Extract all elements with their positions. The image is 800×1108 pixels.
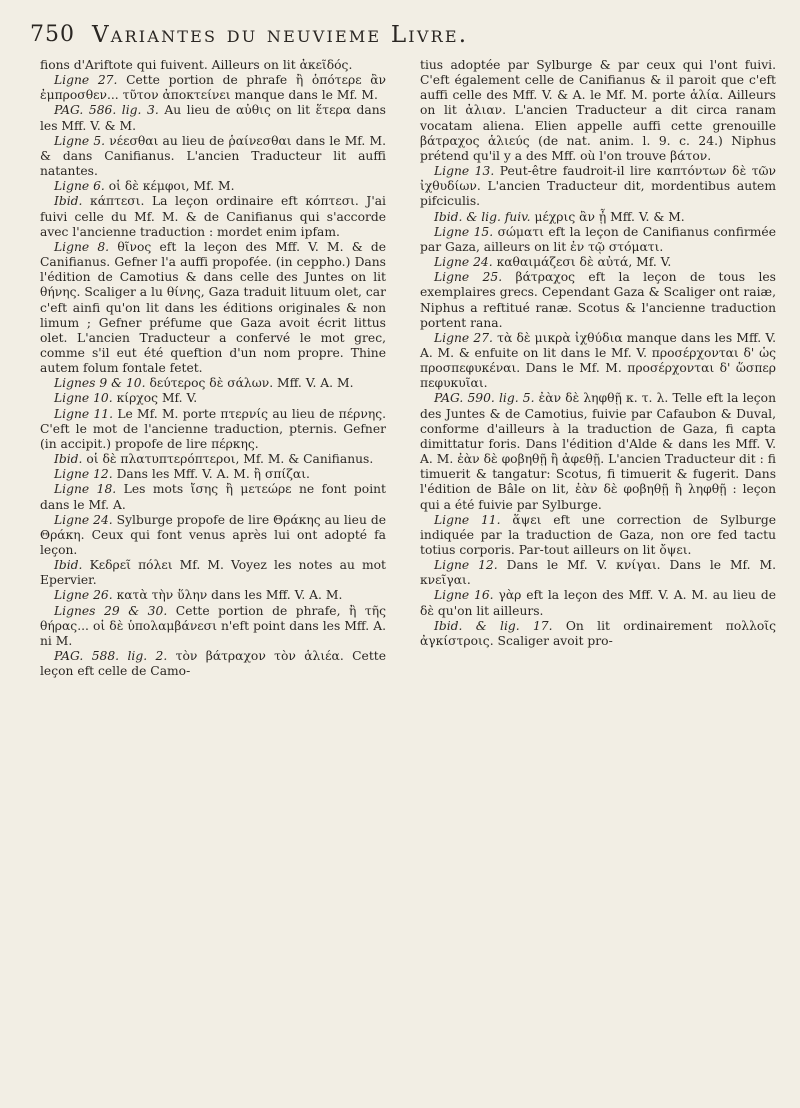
note-reference: Ligne 8. bbox=[54, 239, 110, 254]
note-reference: Ligne 5. bbox=[54, 133, 106, 148]
note-text: Sylburge propofe de lire Θράκης au lieu de Θράκη. Ceux qui font venus après lui ont adopté fa leçon. bbox=[40, 512, 386, 557]
note-text: τὸν βάτραχον τὸν ἁλιέα. Cette leçon eft celle de Camo- bbox=[40, 649, 386, 679]
note-reference: Ligne 6. bbox=[54, 179, 105, 194]
note-paragraph bbox=[40, 467, 386, 482]
note-reference: Ligne 13. bbox=[434, 164, 495, 179]
note-paragraph bbox=[420, 58, 776, 164]
note-reference: Ligne 26. bbox=[54, 588, 113, 603]
note-reference: PAG. 588. lig. 2. bbox=[54, 649, 168, 664]
note-paragraph bbox=[40, 134, 386, 179]
note-paragraph bbox=[40, 588, 386, 603]
note-text: Cette portion de phrafe, ἢ τῆς θήρας... οἱ δὲ ὑπολαμβάνεσι n'eft point dans les Mff. A. ni M. bbox=[40, 603, 386, 648]
note-paragraph bbox=[420, 255, 776, 270]
note-paragraph bbox=[420, 225, 776, 255]
note-reference: Ligne 11. bbox=[54, 406, 114, 421]
note-paragraph bbox=[40, 240, 386, 376]
note-reference: Ligne 10. bbox=[54, 391, 113, 406]
note-reference: Ligne 24. bbox=[54, 512, 113, 527]
note-reference: Ibid. bbox=[54, 558, 83, 573]
note-paragraph bbox=[40, 179, 386, 194]
note-reference: Ligne 15. bbox=[434, 224, 494, 239]
note-paragraph bbox=[420, 513, 776, 558]
note-reference: Lignes 29 & 30. bbox=[54, 603, 168, 618]
note-paragraph bbox=[40, 58, 386, 73]
note-reference: Ligne 25. bbox=[434, 270, 503, 285]
note-text: βάτραχος eft la leçon de tous les exemplaires grecs. Cependant Gaza & Scaliger ont raiæ, Niphus a reftitué ranæ. Scotus & l'ancienne traduction portent rana. bbox=[420, 270, 776, 330]
note-reference: Ligne 18. bbox=[54, 482, 117, 497]
note-paragraph bbox=[40, 604, 386, 649]
note-reference: Ligne 11. bbox=[434, 512, 501, 527]
note-paragraph bbox=[420, 331, 776, 392]
note-reference: PAG. 590. lig. 5. bbox=[434, 391, 535, 406]
note-text: ἐὰν δὲ ληφθῇ κ. τ. λ. Telle eft la leçon des Juntes & de Camotius, fuivie par Cafaubon & Duval, conforme d'ailleurs à la traduction de Gaza, fi capta dimittatur foris. Dans l'édition d'Alde & dans les Mff. V. A. M. ἐὰν δὲ φοβηθῇ ἢ ἀφεθῇ. L'ancien Traducteur dit : fi timuerit & tangatur: Scotus, fi timuerit & fugerit. Dans l'édition de Bâle on lit, ἐὰν δὲ φοβηθῇ ἢ ληφθῇ : leçon qui a été fuivie par Sylburge. bbox=[420, 391, 777, 512]
note-text: tius adoptée par Sylburge & par ceux qui l'ont fuivi. C'eft également celle de Canifianus & il paroit que c'eft auffi celle des Mff. V. & A. le Mf. M. porte ἁλία. Ailleurs on lit ἀλιαν. L'ancien Traducteur a dit circa ranam vocatam aliena. Elien appelle auffi cette grenouille βάτραχος ἁλιεύς (de nat. anim. l. 9. c. 24.) Niphus prétend qu'il y a des Mff. où l'on trouve βάτον. bbox=[420, 58, 776, 163]
note-text: οἱ δὲ κέμφοι, Mf. M. bbox=[108, 179, 235, 194]
note-paragraph bbox=[420, 588, 776, 618]
note-reference: Ibid. & lig. 17. bbox=[434, 618, 553, 633]
note-paragraph bbox=[420, 270, 776, 331]
note-paragraph bbox=[420, 164, 776, 209]
left-column bbox=[40, 58, 386, 679]
note-reference: Ibid. bbox=[54, 194, 83, 209]
note-paragraph bbox=[40, 103, 386, 133]
note-text: καθαιμάζεσι δὲ αὐτά, Mf. V. bbox=[496, 255, 672, 270]
note-text: κατὰ τὴν ὕλην dans les Mff. V. A. M. bbox=[116, 588, 343, 603]
note-reference: Ibid. bbox=[54, 452, 83, 467]
note-text: οἱ δὲ πλατυπτερόπτεροι, Mf. M. & Canifianus. bbox=[86, 452, 374, 467]
note-text: Cette portion de phrafe ἢ ὁπότερε ἂν ἐμπροσθεν... τῦτον ἀποκτείνει manque dans le Mf. M. bbox=[40, 73, 386, 103]
note-paragraph bbox=[40, 194, 386, 239]
note-reference: Ligne 27. bbox=[54, 73, 118, 88]
note-paragraph bbox=[420, 619, 776, 649]
note-text: νέεσθαι au lieu de ῥαίνεσθαι dans le Mf. M. & dans Canifianus. L'ancien Traducteur lit auffi natantes. bbox=[40, 133, 386, 179]
note-text: σώματι eft la leçon de Canifianus confirmée par Gaza, ailleurs on lit ἐν τῷ στόματι. bbox=[420, 224, 776, 254]
running-title: Variantes du neuvieme Livre. bbox=[92, 22, 469, 48]
note-text: Peut-être faudroit-il lire καπτόντων δὲ τῶν ἰχθυδίων. L'ancien Traducteur dit, mordentibus autem pifciculis. bbox=[420, 164, 776, 209]
note-text: τὰ δὲ μικρὰ ἰχθύδια manque dans les Mff. V. A. M. & enfuite on lit dans le Mf. V. προσέρχονται δ' ὡς προσπεφυκέναι. Dans le Mf. M. προσέρχονται δ' ὥσπερ πεφυκυῖαι. bbox=[420, 330, 776, 391]
note-text: Dans les Mff. V. A. M. ἢ σπίζαι. bbox=[116, 467, 310, 482]
note-reference: Ligne 24. bbox=[434, 255, 493, 270]
note-text: Dans le Mf. V. κνίγαι. Dans le Mf. M. κνεῖγαι. bbox=[420, 558, 776, 588]
note-paragraph bbox=[40, 391, 386, 406]
right-column bbox=[420, 58, 776, 649]
note-text: Κεδρεῖ πόλει Mf. M. Voyez les notes au mot Epervier. bbox=[40, 558, 386, 588]
note-paragraph bbox=[40, 649, 386, 679]
note-text: γὰρ eft la leçon des Mff. V. A. M. au lieu de δὲ qu'on lit ailleurs. bbox=[420, 588, 776, 618]
note-text: ἅψει eft une correction de Sylburge indiquée par la traduction de Gaza, non ore fed tactu totius corporis. Par-tout ailleurs on lit ὄψει. bbox=[420, 512, 776, 557]
note-reference: Ibid. & lig. fuiv. bbox=[434, 209, 531, 224]
note-paragraph bbox=[420, 210, 776, 225]
note-paragraph bbox=[40, 558, 386, 588]
running-head bbox=[30, 22, 780, 54]
note-text: Les mots ἴσης ἢ μετεώρε ne font point dans le Mf. A. bbox=[40, 482, 386, 512]
note-reference: Ligne 12. bbox=[54, 467, 113, 482]
note-paragraph bbox=[40, 73, 386, 103]
note-reference: Ligne 27. bbox=[434, 330, 493, 345]
note-paragraph bbox=[40, 376, 386, 391]
note-text: μέχρις ἂν ᾖ Mff. V. & M. bbox=[534, 209, 685, 224]
note-text: On lit ordinairement πολλοῖς ἀγκίστροις. Scaliger avoit pro- bbox=[420, 618, 776, 648]
note-text: κίρχος Mf. V. bbox=[116, 391, 198, 406]
note-paragraph bbox=[420, 391, 776, 512]
note-paragraph bbox=[40, 452, 386, 467]
note-reference: Lignes 9 & 10. bbox=[54, 376, 146, 391]
page-number: 750 bbox=[30, 22, 75, 47]
note-text: Au lieu de αὐθις on lit ἕτερα dans les Mff. V. & M. bbox=[40, 103, 386, 133]
note-paragraph bbox=[420, 558, 776, 588]
note-text: θῖνος eft la leçon des Mff. V. M. & de Canifianus. Gefner l'a auffi propofée. (in ceppho.) Dans l'édition de Camotius & dans celle des Juntes on lit θήνης. Scaliger a lu θίνης, Gaza traduit lituum olet, car c'eft ainfi qu'on lit dans les éditions originales & non limum ; Gefner préfume que Gaza avoit écrit littus olet. L'ancien Traducteur a confervé le mot grec, comme s'il eut été queftion d'un nom propre. Thine autem folum fontale fetet. bbox=[40, 239, 386, 376]
note-text: κάπτεσι. La leçon ordinaire eft κόπτεσι. J'ai fuivi celle du Mf. M. & de Canifianus qui s'accorde avec l'ancienne traduction : mordet enim ipfam. bbox=[40, 194, 386, 239]
note-reference: Ligne 16. bbox=[434, 588, 494, 603]
note-text: Le Mf. M. porte πτερνίς au lieu de πέρνης. C'eft le mot de l'ancienne traduction, pternis. Gefner (in accipit.) propofe de lire πέρκης. bbox=[40, 406, 386, 451]
note-paragraph bbox=[40, 407, 386, 452]
note-text: fions d'Ariftote qui fuivent. Ailleurs on lit ἀκεῖδός. bbox=[40, 58, 353, 72]
note-reference: Ligne 12. bbox=[434, 558, 498, 573]
note-reference: PAG. 586. lig. 3. bbox=[54, 103, 159, 118]
note-paragraph bbox=[40, 482, 386, 512]
note-paragraph bbox=[40, 513, 386, 558]
note-text: δεύτερος δὲ σάλων. Mff. V. A. M. bbox=[149, 376, 354, 391]
